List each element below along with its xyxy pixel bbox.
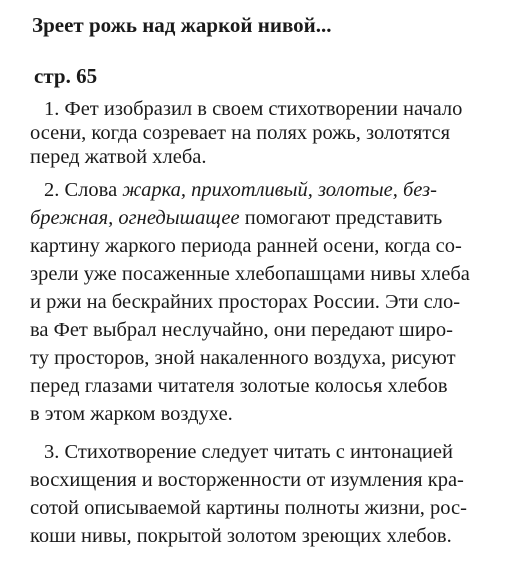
paragraph-2-highlighted-words: жарка, прихотливый, золотые, без-	[122, 179, 437, 201]
paragraph-2-intro: 2. Слова	[44, 179, 123, 201]
paragraph-2-line-4: зрели уже посаженные хлебопашцами нивы хлеба	[30, 263, 470, 285]
paragraph-1-line-1: 1. Фет изобразил в своем стихотворении начало	[44, 98, 463, 120]
paragraph-3-line-4: коши нивы, покрытой золотом зреющих хлебов.	[30, 525, 452, 547]
paragraph-2-line-5: и ржи на бескрайних просторах России. Эти сло-	[30, 291, 461, 313]
paragraph-1-line-3: перед жатвой хлеба.	[30, 146, 207, 168]
paragraph-2-highlighted-words-cont: брежная, огнедышащее	[30, 207, 240, 229]
paragraph-2-line-2	[30, 206, 442, 230]
paragraph-2-line-2-rest: помогают представить	[239, 207, 443, 229]
paragraph-2-line-7: ту просторов, зной накаленного воздуха, рисуют	[30, 347, 456, 369]
paragraph-1-line-2: осени, когда созревает на полях рожь, золотятся	[30, 122, 451, 144]
paragraph-3-line-2: восхищения и восторженности от изумления кра-	[30, 469, 464, 491]
paragraph-3-line-1: 3. Стихотворение следует читать с интонацией	[44, 441, 453, 463]
paragraph-2-line-3: картину жаркого периода ранней осени, когда со-	[30, 235, 462, 257]
paragraph-2-line-8: перед глазами читателя золотые колосья хлебов	[30, 375, 448, 397]
paragraph-2-line-1	[44, 178, 437, 202]
poem-title: Зреет рожь над жаркой нивой...	[32, 13, 332, 37]
page-reference: стр. 65	[34, 64, 98, 88]
paragraph-2-line-9: в этом жарком воздухе.	[30, 403, 233, 425]
paragraph-3-line-3: сотой описываемой картины полноты жизни, рос-	[30, 497, 467, 519]
paragraph-2-line-6: ва Фет выбрал неслучайно, они передают широ-	[30, 319, 453, 341]
